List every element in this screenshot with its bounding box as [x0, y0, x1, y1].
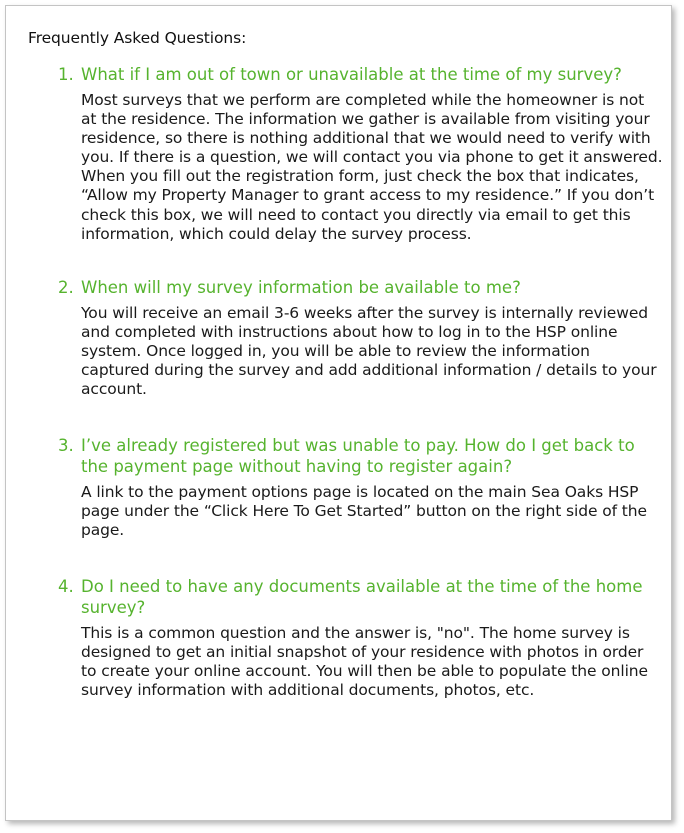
faq-question — [58, 64, 663, 85]
faq-answer: A link to the payment options page is located on the main Sea Oaks HSP page under the “Click Here To Get Started” button on the right side of the page. — [81, 483, 647, 540]
question-number: 2. — [58, 277, 74, 297]
faq-question — [58, 576, 663, 618]
faq-answer: This is a common question and the answer is, "no". The home survey is designed to get an initial snapshot of your residence with photos in order to create your online account. You will then be able to populate the online survey information with additional documents, photos, etc. — [81, 623, 648, 699]
faq-item-survey-availability — [58, 277, 663, 399]
faq-list — [58, 64, 663, 700]
page-title: Frequently Asked Questions: — [28, 29, 247, 47]
faq-answer: Most surveys that we perform are completed while the homeowner is not at the residence. The information we gather is available from visiting your residence, so there is nothing additional that we would need to verify with you. If there is a question, we will contact you via phone to get it answered. When you fill out the registration form, just check the box that indicates, “Allow my Property Manager to grant access to my residence.” If you don’t check this box, we will need to contact you directly via email to get this information, which could delay the survey process. — [81, 91, 663, 243]
faq-item-documents — [58, 576, 663, 700]
faq-question — [58, 277, 663, 298]
question-text: Do I need to have any documents available at the time of the home survey? — [81, 576, 643, 617]
question-number: 4. — [58, 576, 74, 596]
faq-answer: You will receive an email 3-6 weeks after the survey is internally reviewed and completed with instructions about how to log in to the HSP online system. Once logged in, you will be able to review the information captured during the survey and add additional information / details to your account. — [81, 303, 657, 399]
question-number: 1. — [58, 65, 74, 84]
faq-item-out-of-town — [58, 64, 663, 244]
question-number: 3. — [58, 436, 74, 456]
question-text: I’ve already registered but was unable to pay. How do I get back to the payment page without having to register again? — [81, 436, 635, 477]
faq-item-payment-page — [58, 435, 663, 540]
question-text: What if I am out of town or unavailable at the time of my survey? — [81, 65, 622, 84]
faq-panel — [5, 5, 672, 821]
question-text: When will my survey information be available to me? — [81, 277, 521, 297]
faq-question — [58, 435, 663, 477]
